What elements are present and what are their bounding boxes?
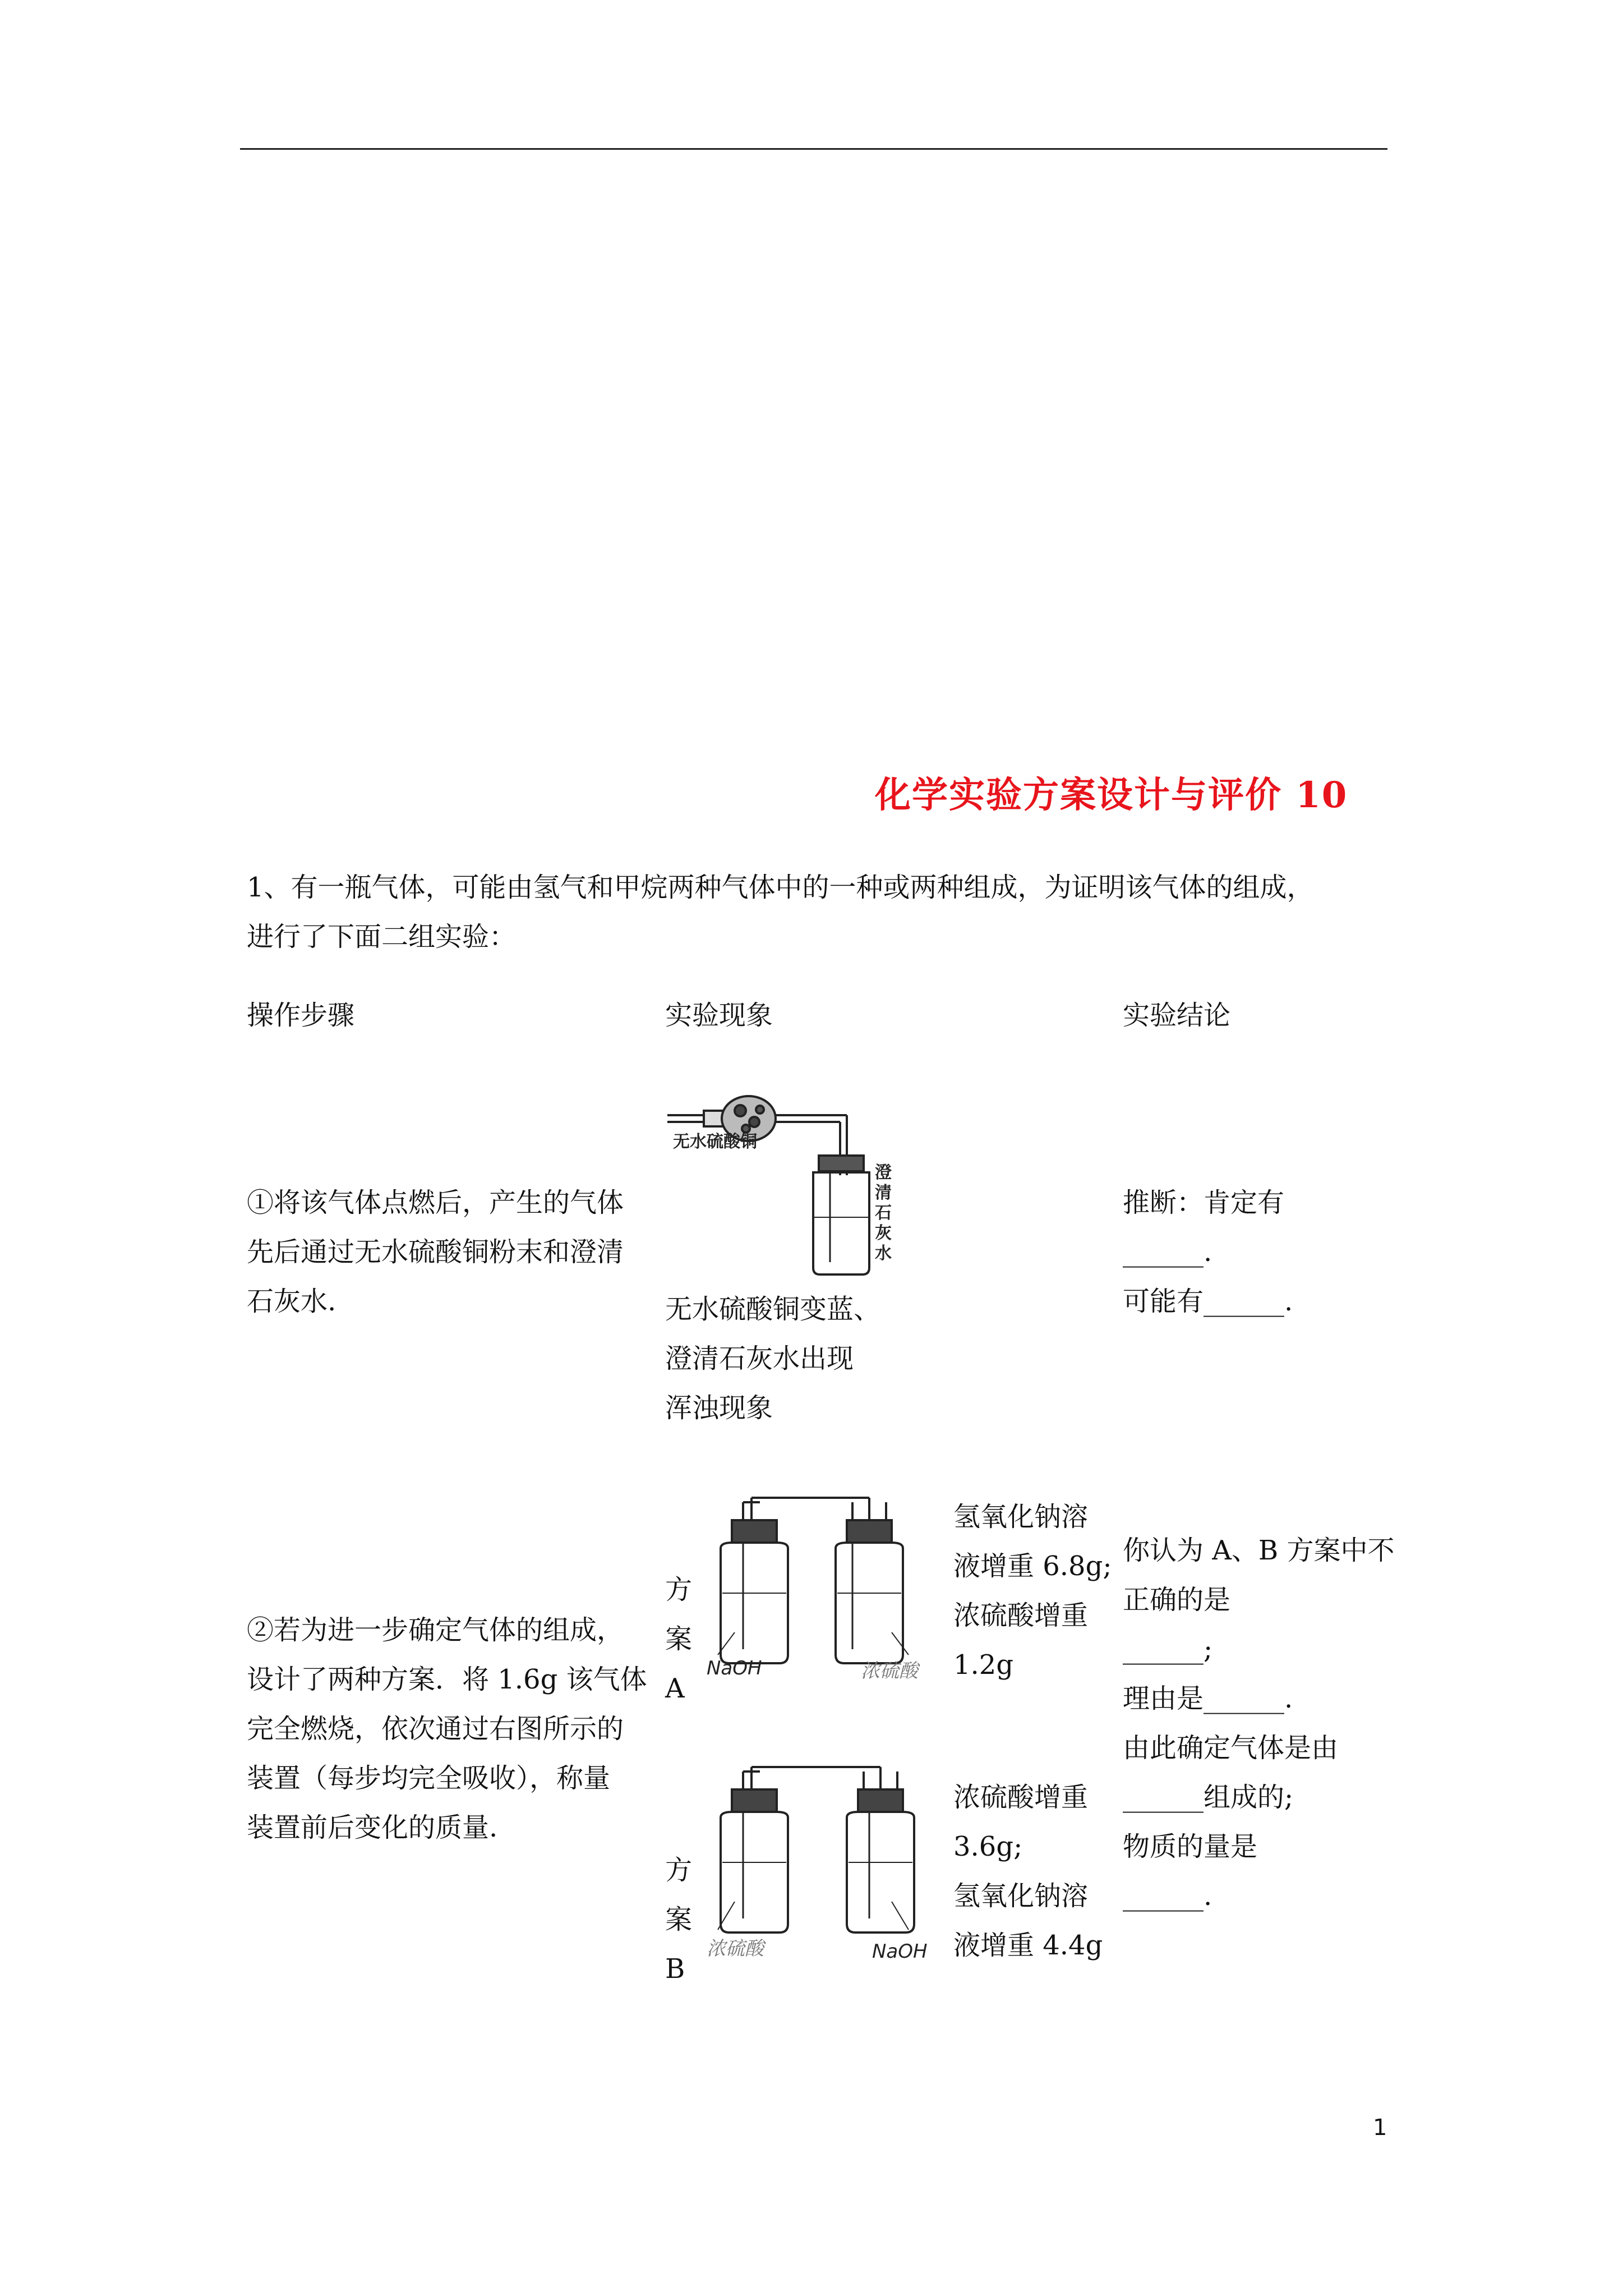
header-step: 操作步骤: [247, 1000, 355, 1031]
row1-step-line: 石灰水.: [247, 1286, 336, 1317]
naoh-bottle: [721, 1520, 788, 1663]
page-number: 1: [1373, 2115, 1387, 2141]
plan-a-label-char: A: [665, 1673, 685, 1704]
plan-a-phenomenon-line: 1.2g: [953, 1649, 1014, 1681]
h2so4-bottle: [836, 1520, 903, 1663]
plan-a-label-char: 方: [665, 1574, 693, 1605]
limewater-bottle: [813, 1156, 869, 1274]
row1-step-line: 先后通过无水硫酸铜粉末和澄清: [247, 1236, 624, 1268]
row1-conclusion-line: 推断：肯定有: [1123, 1187, 1285, 1218]
plan-b-bottle-label: NaOH: [872, 1940, 928, 1963]
row2-step-line: 装置前后变化的质量.: [247, 1812, 498, 1843]
cuso4-label: 无水硫酸铜: [673, 1132, 757, 1152]
plan-a-label-char: 案: [665, 1623, 693, 1655]
row2-step-line: 设计了两种方案．将 1.6g 该气体: [247, 1664, 647, 1695]
row1-step-line: ①将该气体点燃后，产生的气体: [247, 1187, 624, 1218]
plan-a-phenomenon-line: 氢氧化钠溶: [953, 1501, 1089, 1533]
row2-conclusion-line: 你认为 A、B 方案中不: [1123, 1535, 1395, 1566]
plan-b-tubes: [743, 1767, 897, 1789]
row2-step-line: 装置（每步均完全吸收），称量: [247, 1763, 611, 1794]
question-line-1: 1、有一瓶气体，可能由氢气和甲烷两种气体中的一种或两种组成，为证明该气体的组成，: [247, 872, 1314, 903]
row1-phenomenon-line: 无水硫酸铜变蓝、: [665, 1294, 881, 1325]
plan-b-phenomenon-line: 氢氧化钠溶: [953, 1880, 1089, 1912]
plan-b-phenomenon-line: 浓硫酸增重: [953, 1782, 1089, 1813]
plan-a-apparatus-diagram: [701, 1487, 942, 1683]
h2so4-bottle: [721, 1789, 788, 1932]
plan-b-apparatus-diagram: [701, 1756, 953, 1963]
row2-conclusion-line: ______;: [1123, 1634, 1213, 1665]
row2-conclusion-line: ______组成的;: [1123, 1782, 1294, 1813]
limewater-label-char: 石: [875, 1203, 892, 1223]
header-conclusion: 实验结论: [1123, 1000, 1231, 1031]
plan-a-bottle-label: 浓硫酸: [861, 1660, 918, 1682]
limewater-label-char: 灰: [875, 1223, 892, 1243]
naoh-bottle: [847, 1789, 914, 1932]
row2-conclusion-line: 正确的是: [1123, 1584, 1231, 1616]
plan-b-phenomenon-line: 液增重 4.4g: [953, 1930, 1103, 1961]
page-title: 化学实验方案设计与评价 10: [875, 774, 1348, 816]
row2-conclusion-line: 物质的量是: [1123, 1831, 1258, 1862]
row2-step-line: 完全燃烧，依次通过右图所示的: [247, 1713, 624, 1745]
header-rule: [240, 148, 1387, 150]
question-line-2: 进行了下面二组实验：: [247, 921, 517, 953]
row2-conclusion-line: 理由是______.: [1123, 1683, 1293, 1714]
plan-b-label-char: B: [665, 1953, 685, 1985]
row1-conclusion-line: 可能有______.: [1123, 1286, 1293, 1317]
plan-a-phenomenon-line: 浓硫酸增重: [953, 1600, 1089, 1631]
plan-b-bottle-label: 浓硫酸: [707, 1938, 764, 1960]
plan-b-phenomenon-line: 3.6g;: [953, 1831, 1023, 1862]
row2-step-line: ②若为进一步确定气体的组成，: [247, 1614, 624, 1646]
row2-conclusion-line: 由此确定气体是由: [1123, 1732, 1339, 1764]
plan-b-label-char: 方: [665, 1855, 693, 1886]
plan-a-phenomenon-line: 液增重 6.8g;: [953, 1550, 1112, 1582]
plan-a-tubes: [743, 1498, 886, 1520]
row1-phenomenon-line: 浑浊现象: [665, 1392, 773, 1424]
row1-phenomenon-line: 澄清石灰水出现: [665, 1343, 854, 1374]
row2-conclusion-line: ______.: [1123, 1880, 1212, 1912]
combustion-apparatus-diagram: [662, 1083, 897, 1279]
row1-conclusion-line: ______.: [1123, 1236, 1212, 1268]
plan-a-bottle-label: NaOH: [707, 1657, 762, 1680]
limewater-label-char: 水: [875, 1244, 892, 1263]
limewater-label-char: 澄: [875, 1163, 892, 1182]
plan-b-label-char: 案: [665, 1904, 693, 1935]
header-phenomenon: 实验现象: [665, 1000, 773, 1031]
limewater-label-char: 清: [875, 1183, 892, 1203]
